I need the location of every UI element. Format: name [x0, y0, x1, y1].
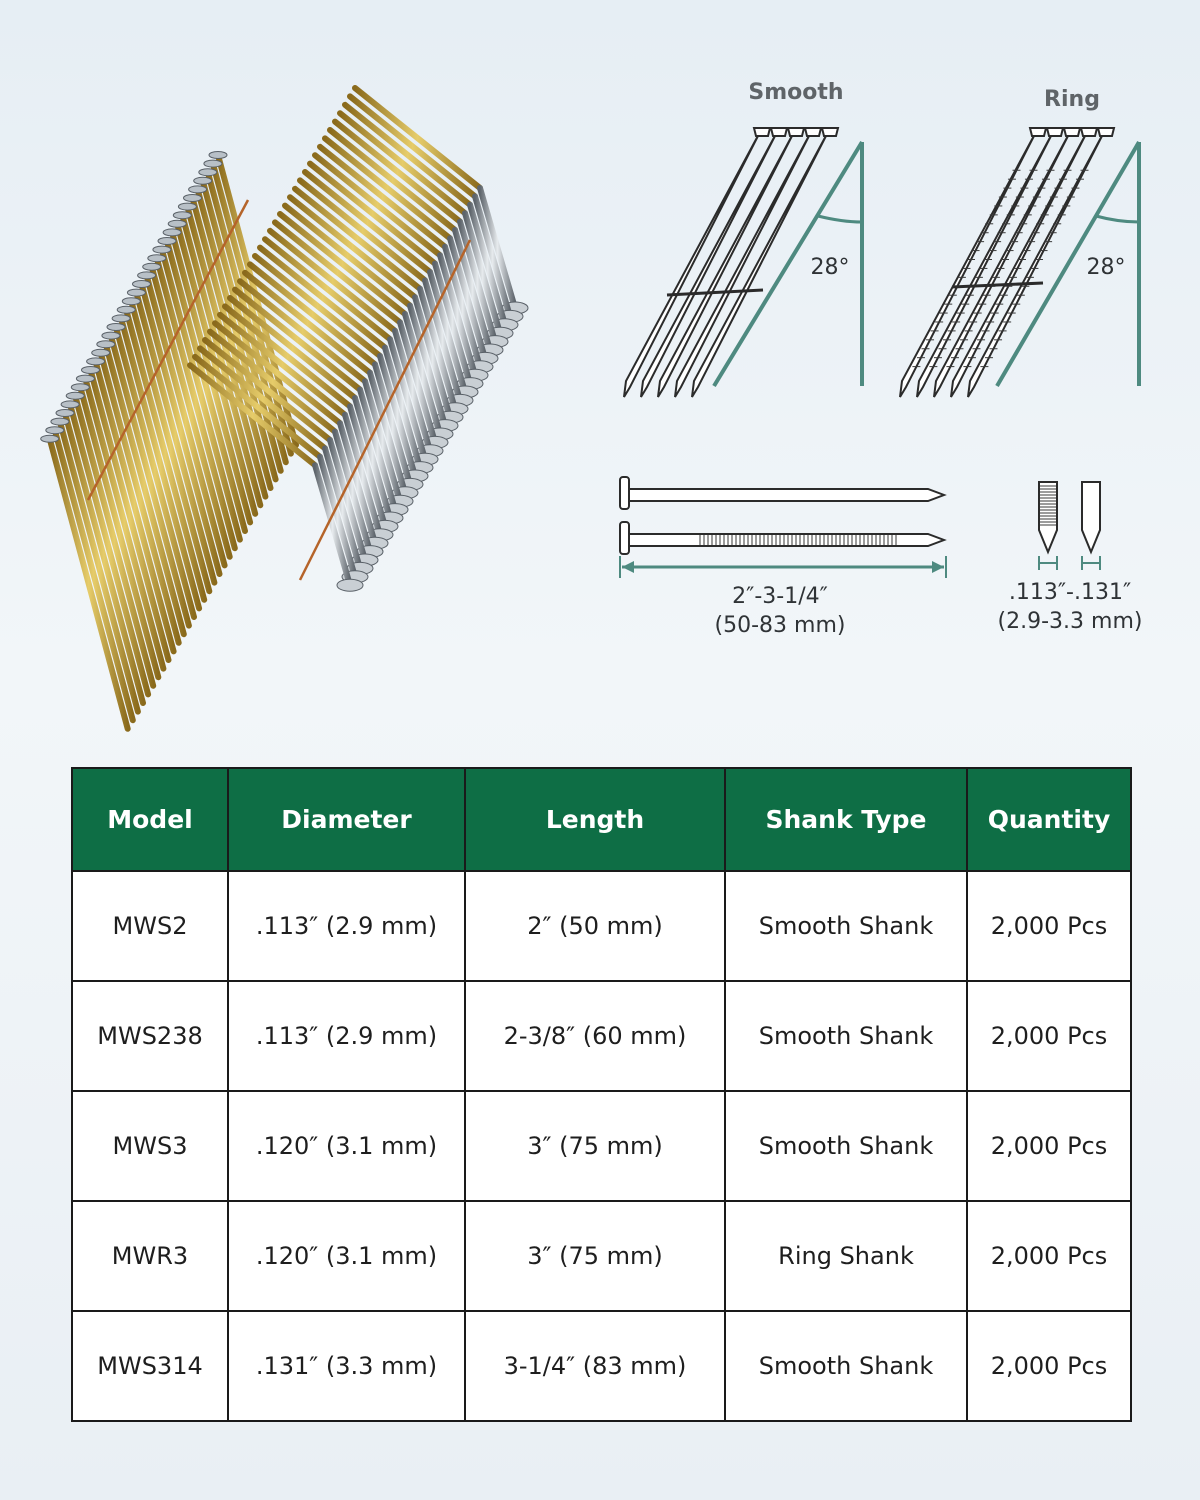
cell-shank-type: Smooth Shank: [725, 871, 967, 981]
ring-nail-side-icon: [620, 522, 944, 554]
cell-quantity: 2,000 Pcs: [967, 1201, 1131, 1311]
table-header-row: [72, 768, 1131, 871]
steel-nail-strip-left: [41, 152, 296, 729]
header-quantity: Quantity: [967, 768, 1131, 871]
table-row: [72, 871, 1131, 981]
ring-label: Ring: [1044, 87, 1100, 112]
cell-length: 3″ (75 mm): [465, 1201, 725, 1311]
cell-quantity: 2,000 Pcs: [967, 871, 1131, 981]
cell-length: 2-3/8″ (60 mm): [465, 981, 725, 1091]
ring-collated-diagram: [900, 87, 1139, 397]
cell-length: 3″ (75 mm): [465, 1091, 725, 1201]
cell-shank-type: Smooth Shank: [725, 981, 967, 1091]
ring-angle-label: 28°: [1086, 255, 1126, 280]
cell-shank-type: Ring Shank: [725, 1201, 967, 1311]
cell-model: MWS3: [72, 1091, 228, 1201]
cell-length: 3-1/4″ (83 mm): [465, 1311, 725, 1421]
cell-model: MWS314: [72, 1311, 228, 1421]
cell-diameter: .120″ (3.1 mm): [228, 1091, 465, 1201]
diameter-diagram: [998, 482, 1143, 634]
diameter-range-mm-label: (2.9-3.3 mm): [997, 609, 1143, 634]
cell-quantity: 2,000 Pcs: [967, 981, 1131, 1091]
cell-model: MWR3: [72, 1201, 228, 1311]
length-range-label: 2″-3-1/4″: [732, 584, 828, 609]
smooth-angle-label: 28°: [810, 255, 850, 280]
spec-table: [71, 767, 1132, 1422]
smooth-nail-tip-icon: [1082, 482, 1100, 552]
cell-model: MWS238: [72, 981, 228, 1091]
smooth-nail-side-icon: [620, 477, 944, 509]
nail-strips-illustration: [41, 88, 528, 729]
header-model: Model: [72, 768, 228, 871]
diameter-range-label: .113″-.131″: [1008, 580, 1132, 605]
length-diagram: [620, 477, 946, 638]
table-row: [72, 1201, 1131, 1311]
cell-model: MWS2: [72, 871, 228, 981]
cell-shank-type: Smooth Shank: [725, 1311, 967, 1421]
product-hero: [0, 0, 1200, 740]
smooth-collated-diagram: [624, 80, 862, 397]
cell-quantity: 2,000 Pcs: [967, 1091, 1131, 1201]
header-diameter: Diameter: [228, 768, 465, 871]
length-range-mm-label: (50-83 mm): [714, 613, 846, 638]
cell-shank-type: Smooth Shank: [725, 1091, 967, 1201]
table-row: [72, 981, 1131, 1091]
cell-diameter: .113″ (2.9 mm): [228, 981, 465, 1091]
cell-diameter: .120″ (3.1 mm): [228, 1201, 465, 1311]
table-row: [72, 1091, 1131, 1201]
smooth-label: Smooth: [748, 80, 844, 105]
table-row: [72, 1311, 1131, 1421]
cell-diameter: .131″ (3.3 mm): [228, 1311, 465, 1421]
header-length: Length: [465, 768, 725, 871]
cell-diameter: .113″ (2.9 mm): [228, 871, 465, 981]
ring-nails-icon: [900, 128, 1114, 397]
ring-nail-tip-icon: [1039, 482, 1057, 552]
cell-quantity: 2,000 Pcs: [967, 1311, 1131, 1421]
header-shank-type: Shank Type: [725, 768, 967, 871]
cell-length: 2″ (50 mm): [465, 871, 725, 981]
